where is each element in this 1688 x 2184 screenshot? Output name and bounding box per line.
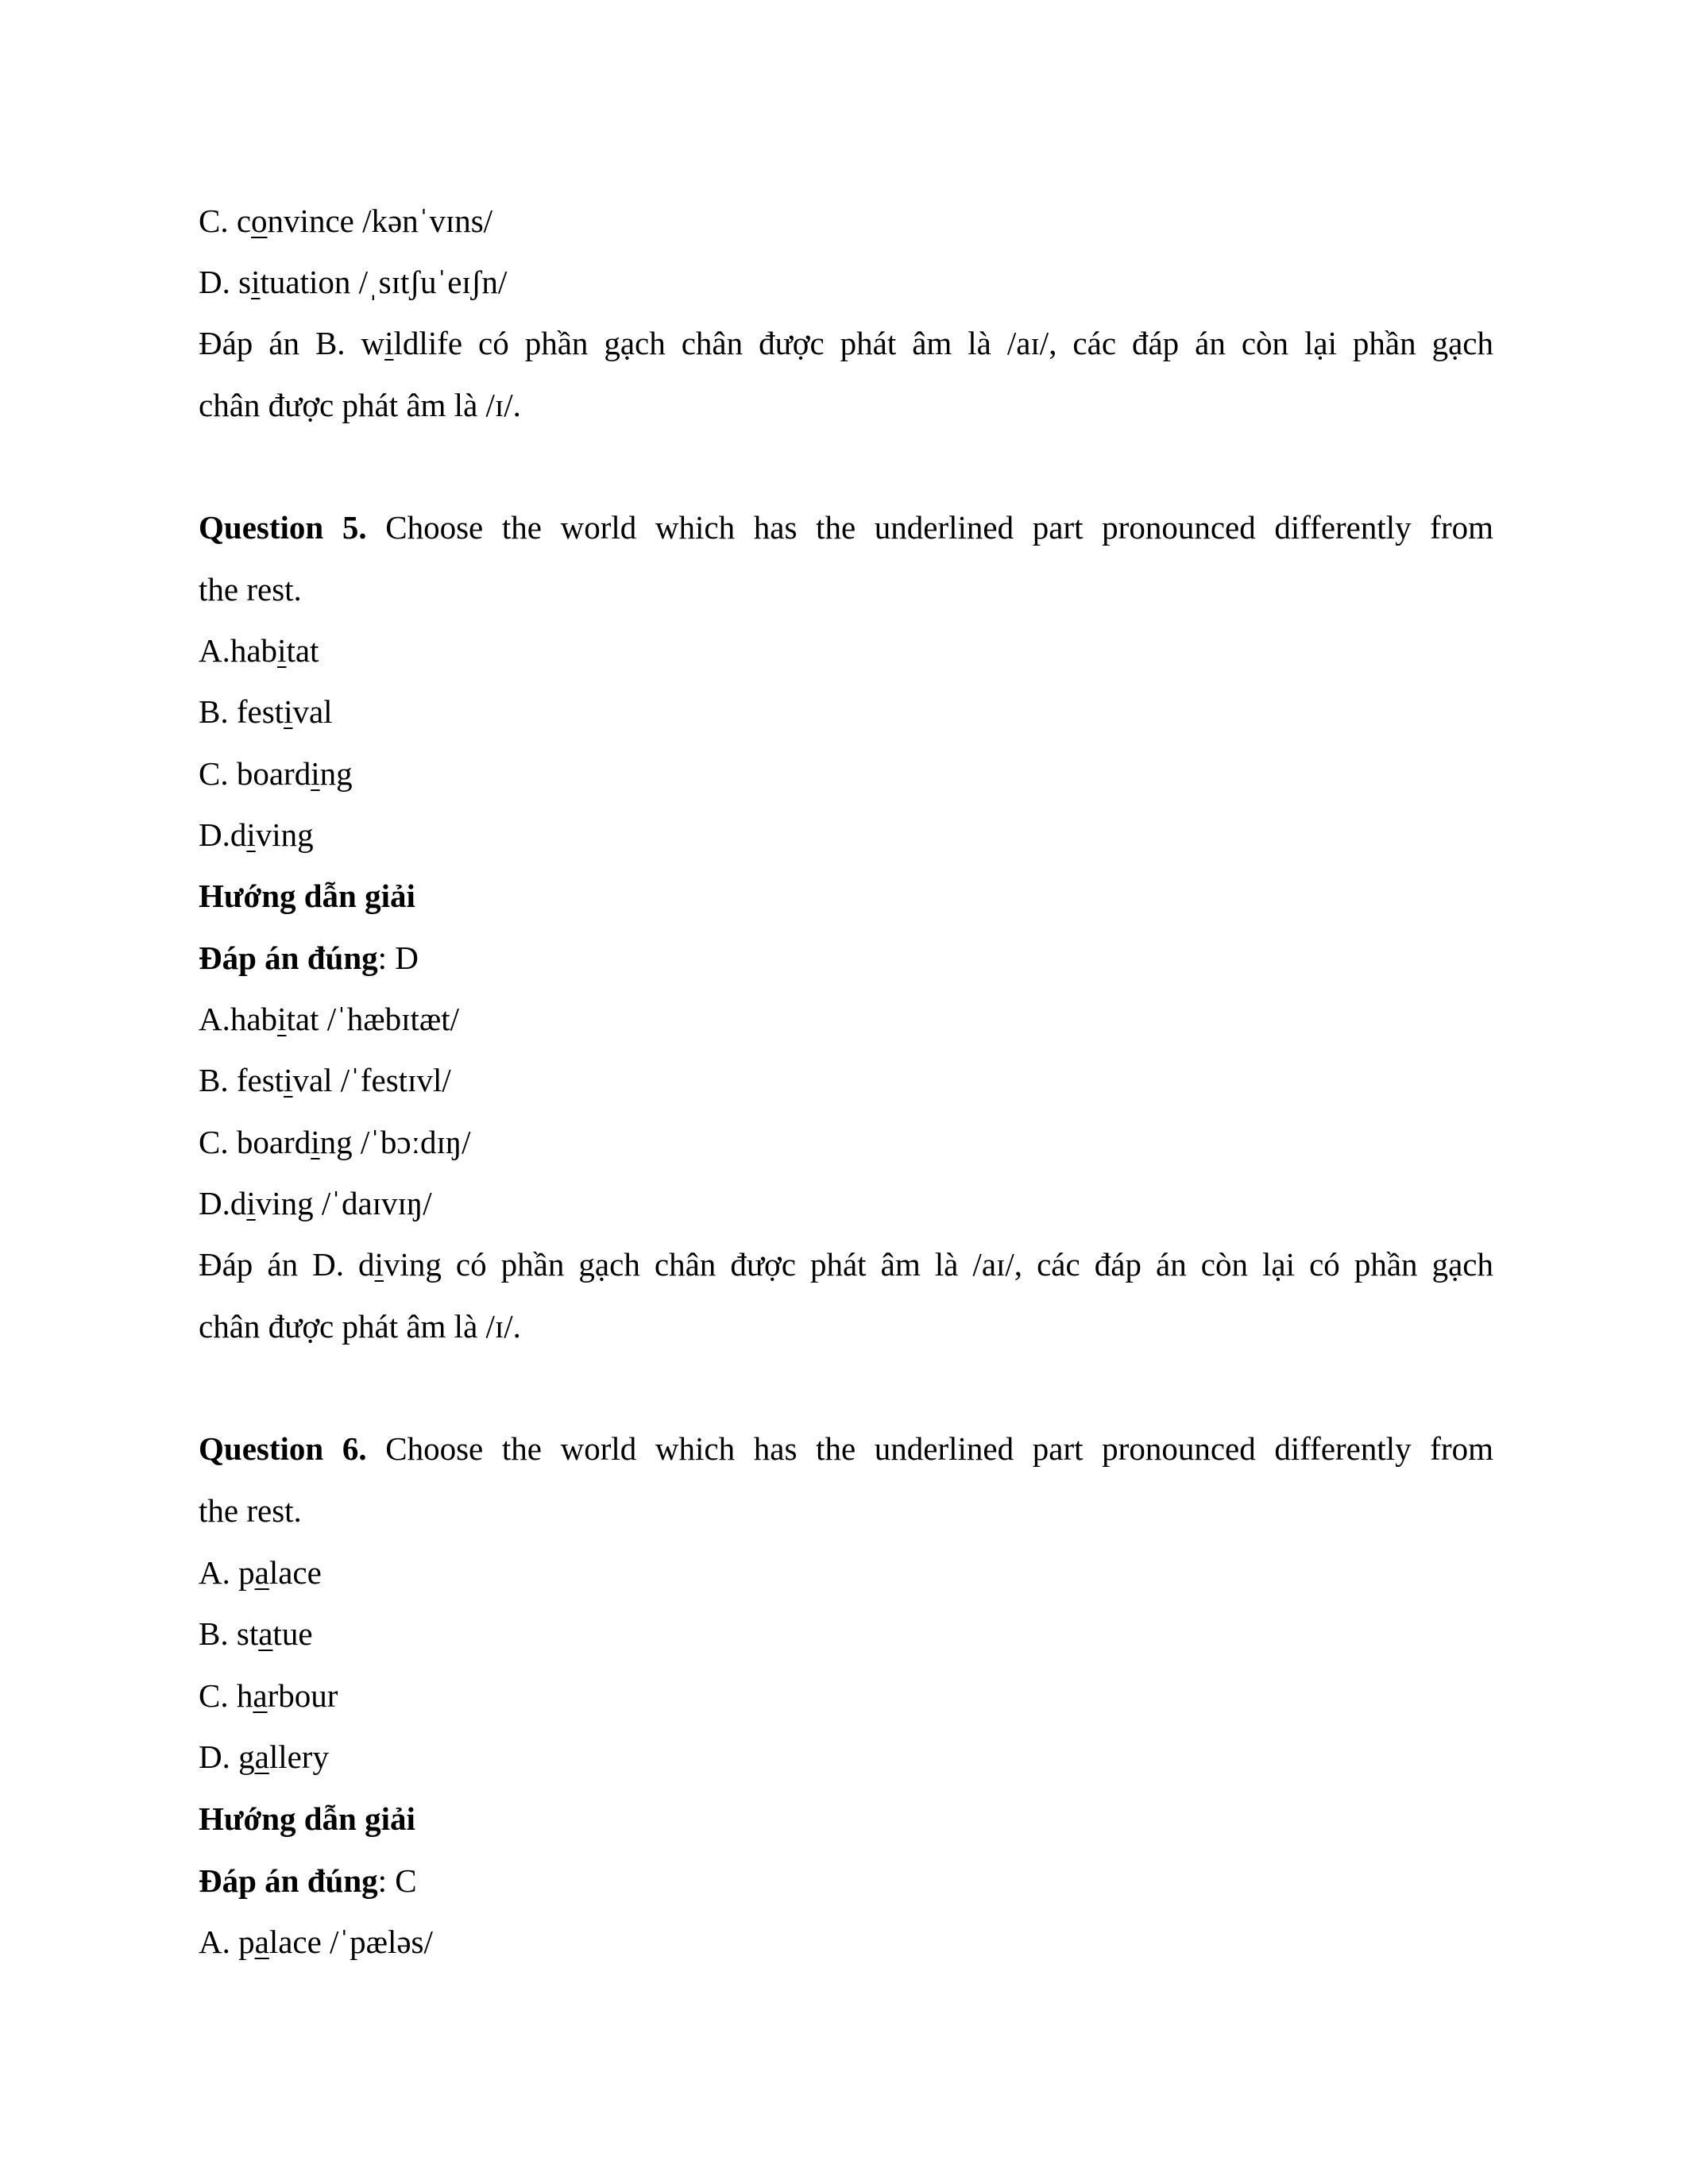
q6-title: Question 6. — [199, 1430, 367, 1467]
q4-option-d: D. situation /ˌsɪtʃuˈeɪʃn/ — [199, 264, 508, 300]
q6-prompt-line1: Question 6. Choose the world which has the underlined part pronounced differently from — [199, 1430, 1493, 1467]
q5-detail-c: C. boarding /ˈbɔːdɪŋ/ — [199, 1124, 471, 1160]
q5-title: Question 5. — [199, 509, 367, 546]
q5-option-a: A.habitat — [199, 632, 319, 669]
q5-guide-heading: Hướng dẫn giải — [199, 878, 415, 914]
q6-option-c: C. harbour — [199, 1677, 338, 1714]
q5-explanation-line2: chân được phát âm là /ɪ/. — [199, 1308, 521, 1345]
q5-answer: Đáp án đúng: D — [199, 940, 419, 976]
q5-detail-a: A.habitat /ˈhæbɪtæt/ — [199, 1001, 460, 1037]
q6-option-a: A. palace — [199, 1554, 322, 1591]
q6-detail-a: A. palace /ˈpæləs/ — [199, 1924, 433, 1960]
q5-option-d: D.diving — [199, 816, 314, 853]
q6-option-d: D. gallery — [199, 1738, 329, 1775]
q5-option-b: B. festival — [199, 693, 333, 730]
q5-detail-b: B. festival /ˈfestɪvl/ — [199, 1062, 451, 1098]
q5-prompt-line1: Question 5. Choose the world which has the underlined part pronounced differently from — [199, 509, 1493, 546]
q4-option-c: C. convince /kənˈvɪns/ — [199, 203, 493, 239]
q6-prompt-line2: the rest. — [199, 1492, 302, 1529]
q4-explanation-line2: chân được phát âm là /ɪ/. — [199, 387, 521, 423]
q5-option-c: C. boarding — [199, 755, 353, 792]
q6-guide-heading: Hướng dẫn giải — [199, 1800, 415, 1837]
q6-option-b: B. statue — [199, 1615, 313, 1652]
q6-answer: Đáp án đúng: C — [199, 1862, 417, 1899]
q5-prompt-line2: the rest. — [199, 571, 302, 608]
q5-explanation-line1: Đáp án D. diving có phần gạch chân được phát âm là /aɪ/, các đáp án còn lại có phần gạch — [199, 1246, 1493, 1283]
q4-explanation-line1: Đáp án B. wildlife có phần gạch chân được phát âm là /aɪ/, các đáp án còn lại phần gạch — [199, 325, 1493, 361]
q5-detail-d: D.diving /ˈdaɪvɪŋ/ — [199, 1185, 432, 1221]
